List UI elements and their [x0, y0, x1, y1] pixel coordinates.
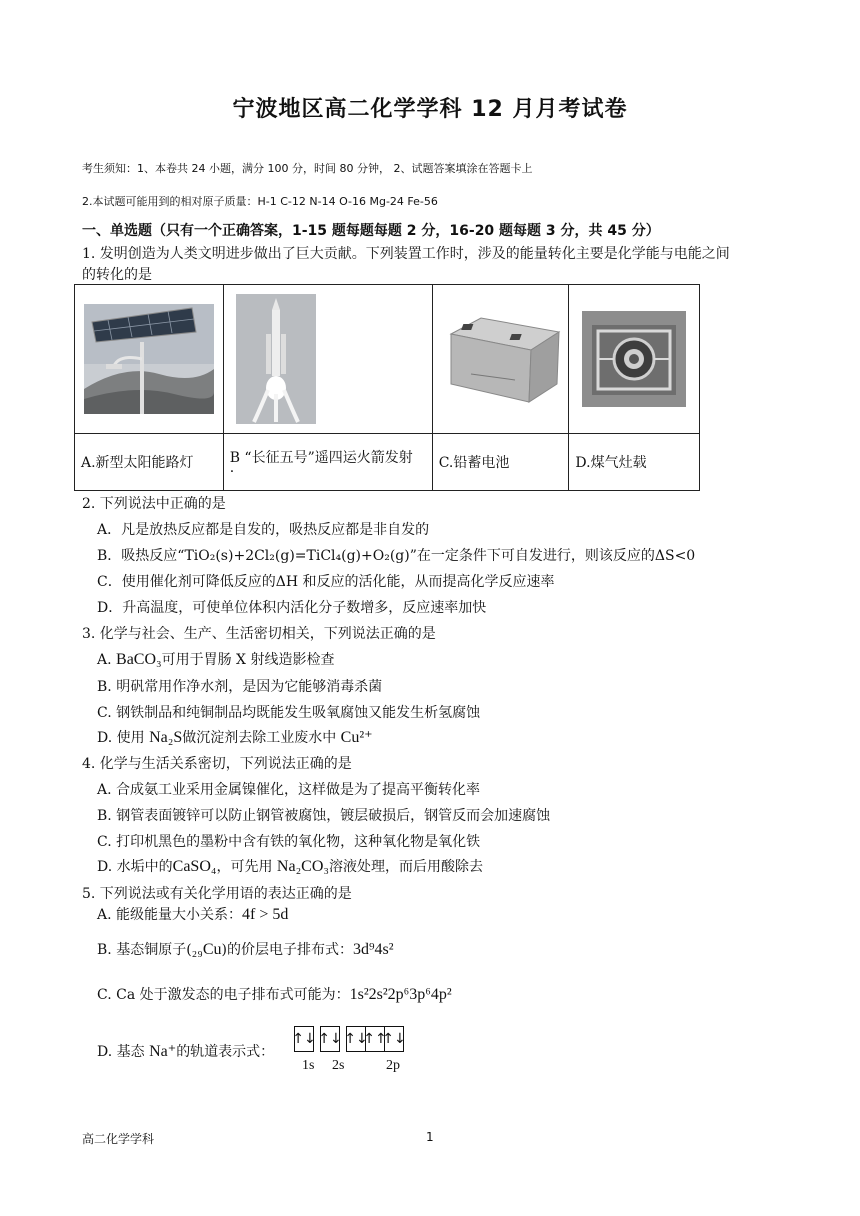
orbital-cell: ↑↓ [292, 1031, 316, 1047]
question-4-option-b: B. 钢管表面镀锌可以防止钢管被腐蚀，镀层破损后，钢管反而会加速腐蚀 [97, 808, 551, 824]
orbital-cell: ↑↓ [382, 1031, 406, 1047]
chem-formula: Na⁺ [149, 1043, 177, 1060]
chem-formula: ₂₉Cu [191, 941, 222, 958]
option-b-label-dot: · [229, 464, 235, 480]
orbital-label-1s: 1s [302, 1058, 315, 1073]
option-text: 可用于胃肠 X 射线造影检查 [161, 652, 335, 668]
chem-formula: 4f > 5d [242, 906, 289, 923]
question-2-option-b: B．吸热反应“TiO₂(s)+2Cl₂(g)=TiCl₄(g)+O₂(g)”在一定条件下可自发进行，则该反应的ΔS<0 [97, 548, 696, 564]
orbital-cell: ↑↓ [318, 1031, 342, 1047]
orbital-box-1s [294, 1026, 314, 1052]
question-4-option-c: C. 打印机黑色的墨粉中含有铁的氧化物，这种氧化物是氧化铁 [97, 834, 481, 850]
question-2-option-a: A．凡是放热反应都是自发的，吸热反应都是非自发的 [97, 522, 430, 538]
option-c-label: C.铅蓄电池 [432, 434, 569, 491]
page-number: 1 [426, 1130, 434, 1144]
question-3-option-d [97, 727, 373, 747]
chem-formula: Na₂S [149, 729, 183, 746]
question-1-stem: 1. 发明创造为人类文明进步做出了巨大贡献。下列装置工作时，涉及的能量转化主要是化学能与电能之间 [82, 246, 730, 262]
question-3-option-a [97, 649, 334, 669]
chem-formula: 1s²2s²2p⁶3p⁶4p² [349, 986, 452, 1003]
rocket-icon [236, 294, 316, 424]
option-d-label: D.煤气灶载 [569, 434, 700, 491]
exam-notes-line1: 考生须知：1、本卷共 24 小题，满分 100 分，时间 80 分钟， 2、试题答案填涂在答题卡上 [82, 162, 533, 175]
option-d-image-cell [569, 285, 700, 434]
question-4-option-d [97, 856, 483, 876]
exam-notes-line2: 2.本试题可能用到的相对原子质量：H-1 C-12 N-14 O-16 Mg-24 Fe-56 [82, 195, 438, 208]
orbital-label-2s: 2s [332, 1058, 345, 1073]
lead-acid-battery-icon [441, 314, 561, 404]
page-title: 宁波地区高二化学学科 12 月月考试卷 [232, 97, 628, 122]
question-3-option-c: C. 钢铁制品和纯铜制品均既能发生吸氧腐蚀又能发生析氢腐蚀 [97, 705, 481, 721]
question-2-option-d: D．升高温度，可使单位体积内活化分子数增多，反应速率加快 [97, 600, 487, 616]
option-prefix: D. 基态 [97, 1044, 150, 1060]
option-a-image-cell [75, 285, 224, 434]
question-3-stem: 3. 化学与社会、生产、生活密切相关，下列说法正确的是 [82, 626, 436, 642]
question-5-option-d [97, 1041, 274, 1061]
option-b-image-cell [223, 285, 432, 434]
orbital-cell: ↑↓ [347, 1027, 366, 1051]
orbital-label-2p: 2p [386, 1058, 400, 1073]
gas-stove-icon [582, 311, 686, 407]
question-4-stem: 4. 化学与生活关系密切，下列说法正确的是 [82, 756, 352, 772]
option-prefix: C. Ca 处于激发态的电子排布式可能为： [97, 987, 350, 1003]
chem-formula: 3d⁹4s² [352, 941, 394, 958]
option-b-label-text: B “长征五号”遥四运火箭发射 [229, 450, 413, 466]
orbital-box-2s [320, 1026, 340, 1052]
option-prefix: B. 基态铜原子( [97, 942, 192, 958]
question-2-option-c: C．使用催化剂可降低反应的ΔH 和反应的活化能，从而提高化学反应速率 [97, 574, 555, 590]
option-b-label [223, 434, 432, 491]
chem-formula: Cu²⁺ [340, 729, 373, 746]
question-4-option-a: A. 合成氨工业采用金属镍催化，这样做是为了提高平衡转化率 [97, 782, 481, 798]
question-5-option-c [97, 984, 452, 1004]
footer-subject: 高二化学学科 [82, 1132, 155, 1146]
option-text: 做沉淀剂去除工业废水中 [182, 730, 341, 746]
question-5-stem: 5. 下列说法或有关化学用语的表达正确的是 [82, 886, 352, 902]
option-prefix: A. [97, 652, 117, 668]
chem-formula: CaSO₄ [172, 858, 217, 875]
question-5-option-a [97, 904, 288, 924]
option-prefix: D. 使用 [97, 730, 150, 746]
option-text: 溶液处理，而后用酸除去 [328, 859, 483, 875]
option-text: ，可先用 [216, 859, 277, 875]
section-heading: 一、单选题（只有一个正确答案，1-15 题每题每题 2 分，16-20 题每题 3 分，共 45 分） [82, 223, 660, 239]
option-text: 的轨道表示式： [176, 1044, 275, 1060]
question-3-option-b: B. 明矾常用作净水剂，是因为它能够消毒杀菌 [97, 679, 383, 695]
solar-street-lamp-icon [84, 304, 214, 414]
question-1-stem-cont: 的转化的是 [82, 267, 152, 283]
option-prefix: D. 水垢中的 [97, 859, 173, 875]
orbital-cell: ↑↑ [366, 1027, 385, 1051]
question-2-stem: 2. 下列说法中正确的是 [82, 496, 226, 512]
orbital-diagram [294, 1026, 404, 1052]
option-c-image-cell [432, 285, 569, 434]
option-text: )的价层电子排布式： [221, 942, 353, 958]
question-1-option-table [74, 284, 700, 491]
chem-formula: Na₂CO₃ [276, 858, 329, 875]
chem-formula: BaCO₃ [116, 651, 162, 668]
question-5-option-b [97, 939, 394, 959]
orbital-box-2p [346, 1026, 404, 1052]
option-a-label: A.新型太阳能路灯 [75, 434, 224, 491]
option-prefix: A. 能级能量大小关系： [97, 907, 243, 923]
